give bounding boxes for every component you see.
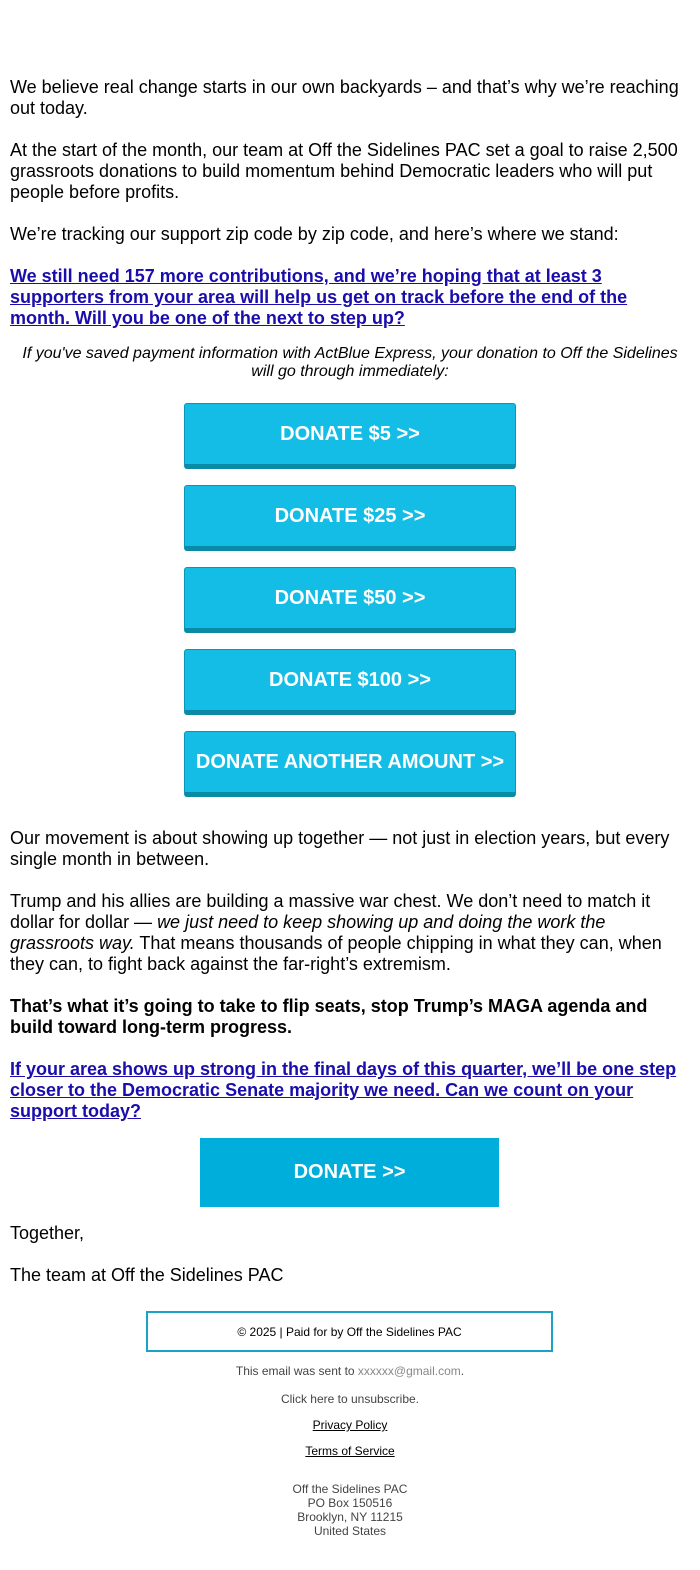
war-chest-paragraph: [10, 891, 682, 975]
senate-majority-link[interactable]: If your area shows up strong in the final days of this quarter, we’ll be one step closer to the Democratic Senate majority we need. Can we count on your support today?: [10, 1059, 677, 1121]
privacy-policy-link[interactable]: Privacy Policy: [312, 1418, 388, 1432]
sent-to-prefix: This email was sent to: [235, 1364, 358, 1378]
address-city: Brooklyn, NY 11215: [297, 1510, 403, 1524]
address-country: United States: [313, 1524, 387, 1538]
terms-of-service-link[interactable]: Terms of Service: [305, 1444, 395, 1458]
movement-paragraph: Our movement is about showing up together — not just in election years, but every single month in between.: [10, 828, 670, 869]
contribution-goal-link[interactable]: We still need 157 more contributions, and we’re hoping that at least 3 supporters from your area will help us get on track before the end of the month. Will you be one of the next to step up?: [10, 266, 628, 328]
address-po-box: PO Box 150516: [307, 1496, 393, 1510]
intro-paragraph-2: At the start of the month, our team at Off the Sidelines PAC set a goal to raise 2,500 grassroots donations to build momentum behind Democratic leaders who will put people before profits.: [10, 140, 678, 202]
donate-other-amount-button[interactable]: DONATE ANOTHER AMOUNT >>: [184, 731, 516, 797]
flip-seats-paragraph: That’s what it’s going to take to flip seats, stop Trump’s MAGA agenda and build toward long-term progress.: [10, 996, 648, 1037]
paid-for-disclaimer: [146, 1311, 553, 1352]
war-chest-text-end: That means thousands of people chipping in what they can, when they can, to fight back against the far-right’s extremism.: [10, 933, 662, 974]
donate-5-button[interactable]: DONATE $5 >>: [184, 403, 516, 469]
recipient-email: xxxxxx@gmail.com: [357, 1364, 461, 1378]
intro-paragraph-1: We believe real change starts in our own backyards – and that’s why we’re reaching out today.: [10, 77, 679, 118]
war-chest-text-start: Trump and his allies are building a massive war chest. We don’t need to match it dollar for dollar —: [10, 891, 651, 932]
donate-final-button[interactable]: DONATE >>: [200, 1138, 499, 1207]
donate-50-button[interactable]: DONATE $50 >>: [184, 567, 516, 633]
war-chest-text-italic: we just need to keep showing up and doing the work the grassroots way.: [10, 912, 606, 953]
signoff-team: The team at Off the Sidelines PAC: [10, 1265, 284, 1285]
actblue-express-note: If you've saved payment information with ActBlue Express, your donation to Off the Sidelines will go through immediately:: [22, 345, 678, 380]
terms-of-service-line: [0, 1444, 700, 1458]
unsubscribe-link[interactable]: Click here to unsubscribe.: [280, 1392, 420, 1406]
sent-to-line: [0, 1364, 700, 1378]
intro-paragraph-3: We’re tracking our support zip code by zip code, and here’s where we stand:: [10, 224, 619, 244]
paid-for-text: © 2025 | Paid for by Off the Sidelines PAC: [237, 1324, 462, 1339]
donate-100-button[interactable]: DONATE $100 >>: [184, 649, 516, 715]
sent-to-suffix: .: [460, 1364, 465, 1378]
donate-25-button[interactable]: DONATE $25 >>: [184, 485, 516, 551]
privacy-policy-line: [0, 1418, 700, 1432]
signoff-together: Together,: [10, 1223, 85, 1243]
address-name: Off the Sidelines PAC: [292, 1482, 408, 1496]
